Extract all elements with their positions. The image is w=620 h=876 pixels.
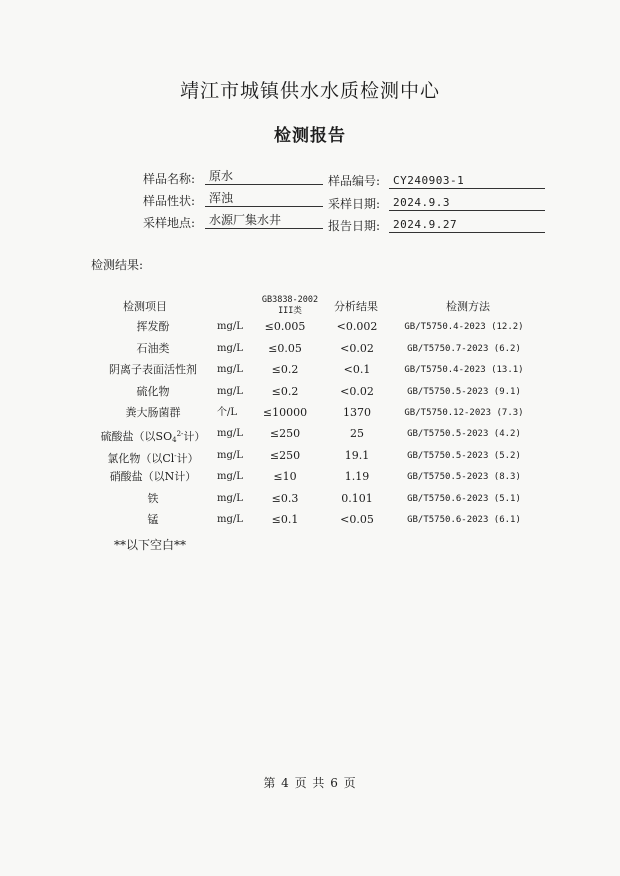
row-item-name: 粪大肠菌群 [125, 406, 181, 419]
row-method: GB/T5750.5-2023 (5.2) [407, 451, 521, 461]
sampling-site-label: 采样地点: [143, 216, 196, 230]
header-standard-line1: GB3838-2002 [261, 295, 319, 305]
row-method: GB/T5750.6-2023 (5.1) [407, 494, 521, 504]
row-result: 1.19 [344, 470, 370, 483]
row-standard: ≤0.05 [268, 342, 302, 355]
row-result: <0.1 [343, 363, 371, 376]
report-title: 检测报告 [274, 126, 346, 146]
row-result: <0.002 [336, 320, 378, 333]
row-method: GB/T5750.5-2023 (4.2) [407, 429, 521, 439]
row-result: 25 [350, 427, 364, 440]
row-unit: mg/L [217, 514, 243, 525]
row-standard: ≤0.3 [271, 492, 299, 505]
sample-nature-label: 样品性状: [143, 194, 196, 208]
row-standard: ≤10000 [262, 406, 308, 419]
row-standard: ≤0.2 [271, 385, 299, 398]
header-standard [255, 295, 325, 317]
row-item-name: 阴离子表面活性剂 [109, 363, 197, 376]
row-item-name: 锰 [147, 513, 159, 526]
row-item-name [86, 426, 220, 442]
organization-title: 靖江市城镇供水水质检测中心 [179, 80, 440, 102]
row-method: GB/T5750.5-2023 (9.1) [407, 387, 521, 397]
sampling-date-value: 2024.9.3 [389, 194, 545, 211]
header-item: 检测项目 [123, 300, 167, 313]
row-item-name-superscript: 2- [176, 430, 184, 438]
row-item-name: 硫化物 [136, 385, 170, 398]
row-standard: ≤0.2 [271, 363, 299, 376]
row-item-name-text: 硫酸盐（以SO [100, 430, 173, 443]
row-result: <0.02 [340, 385, 374, 398]
row-item-name-text: 氯化物（以Cl [107, 452, 175, 465]
row-standard: ≤0.1 [271, 513, 299, 526]
row-item-name [86, 448, 220, 464]
row-item-name: 石油类 [136, 342, 170, 355]
row-item-name: 铁 [147, 492, 159, 505]
sample-name-label: 样品名称: [143, 172, 196, 186]
report-date-label: 报告日期: [328, 219, 381, 233]
end-of-data-note: **以下空白** [114, 538, 187, 552]
row-method: GB/T5750.6-2023 (6.1) [407, 515, 521, 525]
row-unit: mg/L [217, 386, 243, 397]
sampling-site-value: 水源厂集水井 [205, 212, 323, 229]
row-unit: mg/L [217, 343, 243, 354]
row-item-name-subscript: 4 [172, 436, 177, 444]
row-unit: 个/L [217, 407, 238, 418]
row-result: 0.101 [341, 492, 373, 505]
row-item-name: 硝酸盐（以N计） [109, 470, 197, 483]
header-result: 分析结果 [334, 300, 378, 313]
row-unit: mg/L [217, 493, 243, 504]
row-unit: mg/L [217, 450, 243, 461]
row-standard: ≤10 [273, 470, 297, 483]
row-result: 1370 [343, 406, 371, 419]
row-method: GB/T5750.4-2023 (12.2) [404, 322, 524, 332]
row-standard: ≤250 [269, 449, 301, 462]
row-method: GB/T5750.4-2023 (13.1) [404, 365, 524, 375]
row-standard: ≤250 [269, 427, 301, 440]
header-method: 检测方法 [446, 300, 490, 313]
sample-nature-value: 浑浊 [205, 190, 323, 207]
row-unit: mg/L [217, 471, 243, 482]
sample-no-value: CY240903-1 [389, 172, 545, 189]
row-item-name-superscript: - [174, 452, 177, 460]
row-item-name-suffix: 计） [183, 430, 206, 443]
row-unit: mg/L [217, 321, 243, 332]
sample-no-label: 样品编号: [328, 174, 381, 188]
row-standard: ≤0.005 [264, 320, 306, 333]
sampling-date-label: 采样日期: [328, 197, 381, 211]
row-result: 19.1 [344, 449, 370, 462]
row-item-name-suffix: 计） [176, 452, 199, 465]
row-method: GB/T5750.7-2023 (6.2) [407, 344, 521, 354]
report-date-value: 2024.9.27 [389, 216, 545, 233]
row-result: <0.02 [340, 342, 374, 355]
row-method: GB/T5750.12-2023 (7.3) [404, 408, 524, 418]
row-method: GB/T5750.5-2023 (8.3) [407, 472, 521, 482]
header-standard-line2: III类 [278, 306, 302, 316]
row-item-name: 挥发酚 [136, 320, 170, 333]
page-number: 第 4 页 共 6 页 [263, 776, 357, 790]
sample-name-value: 原水 [205, 168, 323, 185]
row-unit: mg/L [217, 428, 243, 439]
row-unit: mg/L [217, 364, 243, 375]
results-section-label: 检测结果: [91, 258, 144, 272]
row-result: <0.05 [340, 513, 374, 526]
